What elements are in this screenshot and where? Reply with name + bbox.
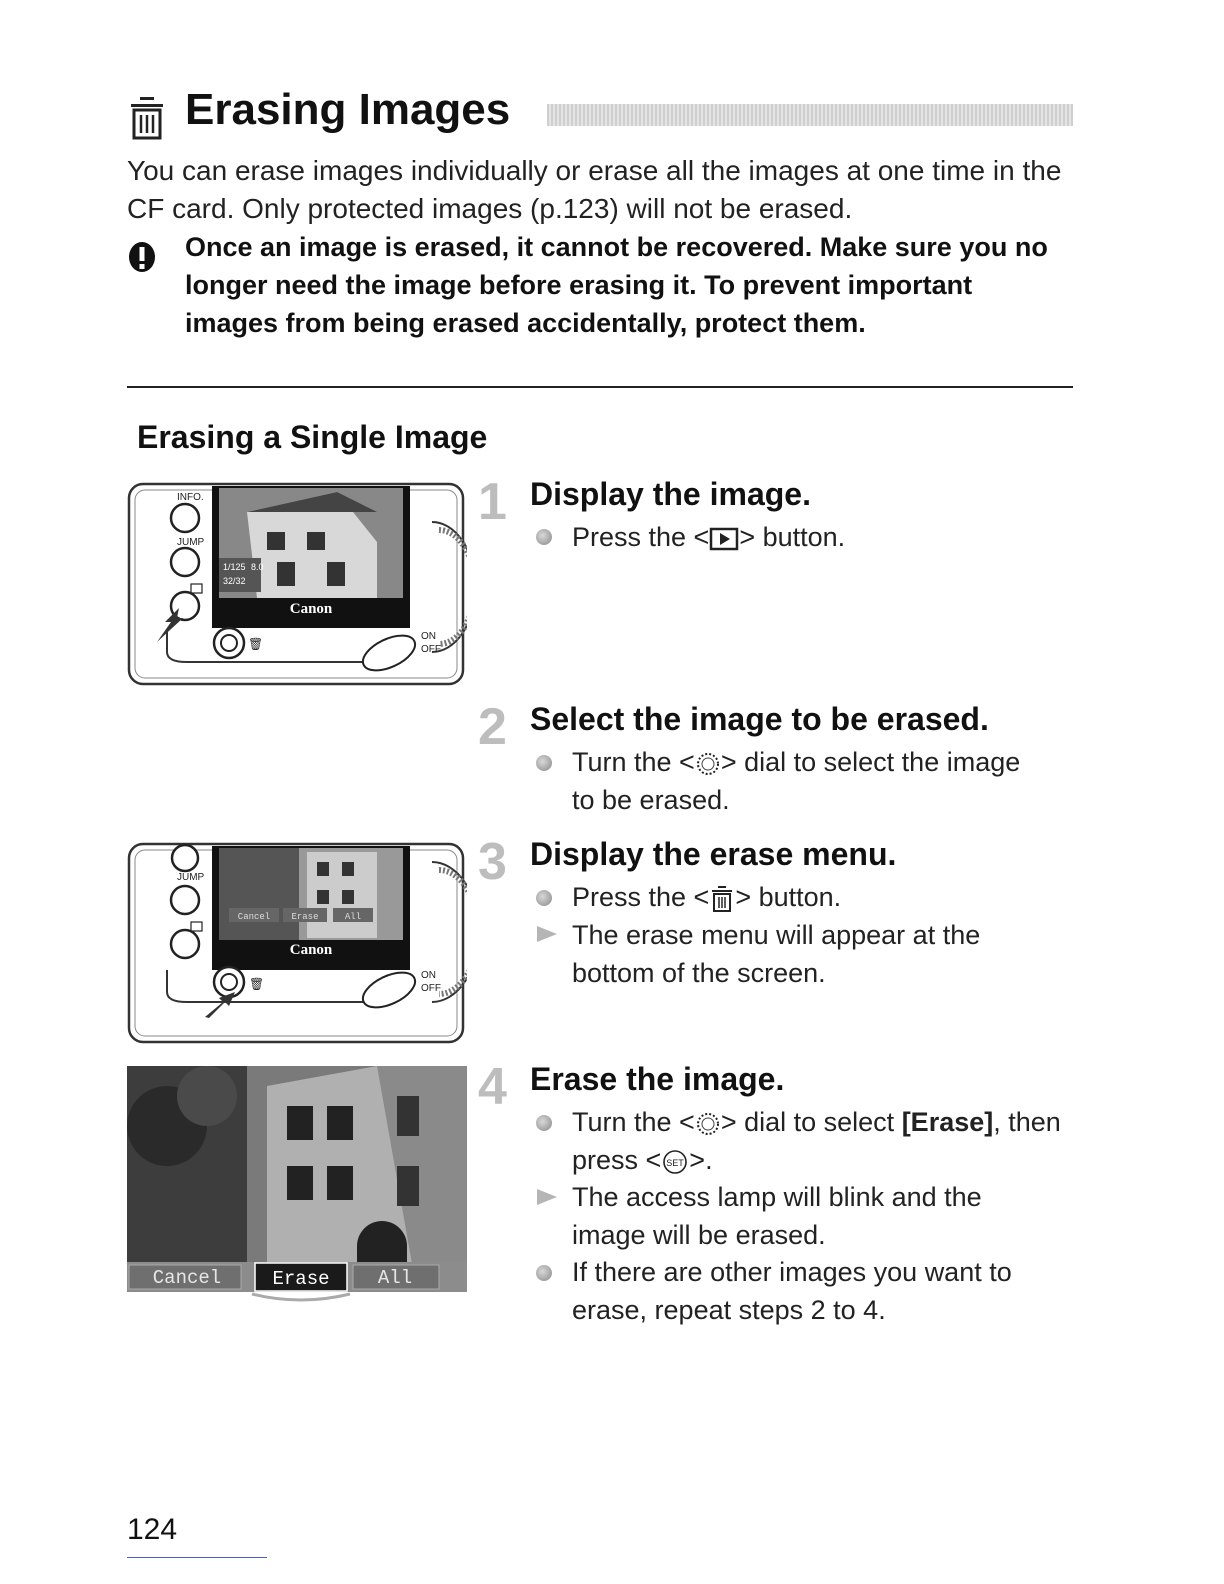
power-off-label: OFF [421,983,441,994]
power-on-label: ON [421,970,436,981]
page-number: 124 [127,1513,178,1546]
image-count: 32/32 [223,576,246,586]
divider [127,386,1073,388]
step-1-item-1: Press the < > button. [572,522,846,552]
step-number-3: 3 [478,833,507,891]
title-row [127,82,1073,142]
shutter-speed: 1/125 [223,562,246,572]
step-number-2: 2 [478,698,507,756]
bullet-icon [536,529,552,545]
jump-button-icon [171,886,199,914]
step-2-heading: Select the image to be erased. [530,701,989,737]
step-3-heading: Display the erase menu. [530,836,897,872]
jump-label: JUMP [177,872,205,883]
quick-control-dial-icon [695,1111,721,1137]
trash-icon [127,96,167,140]
power-on-label: ON [421,631,436,642]
step-4-item-1: Turn the < > dial to select [Erase], then press < SET >. [572,1107,1061,1175]
section-heading: Erasing a Single Image [137,419,488,455]
power-off-label: OFF [421,644,441,655]
jump-button-icon [171,548,199,576]
step-2-item-1: Turn the < > dial to select the image to be erased. [572,747,1021,815]
camera-illustration-2 [127,842,467,1047]
menu-erase: Erase [272,1268,330,1290]
bullet-icon [536,1265,552,1281]
page-number-underline [127,1557,267,1558]
info-label: INFO. [177,492,204,503]
info-button-icon [171,504,199,532]
set-button-icon [661,1149,689,1175]
aperture: 8.0 [251,562,264,572]
caution-text: Once an image is erased, it cannot be recovered. Make sure you no longer need the image before erasing it. To prevent important images from being erased accidentally, protect them. [185,232,1048,338]
bullet-icon [536,755,552,771]
step-1-heading: Display the image. [530,476,811,512]
bullet-icon [536,890,552,906]
caution-icon [127,240,157,274]
svg-text:SET: SET [666,1157,685,1168]
title-decoration-bar [547,104,1073,126]
playback-label-icon [191,584,202,593]
step-3-item-1: Press the < > button. [572,882,842,912]
lcd-erase-menu-illustration [127,1066,467,1302]
trash-icon [709,885,735,913]
set-dial-icon [214,628,244,658]
trash-small-icon: 🗑 [248,637,264,651]
brand-logo: Canon [289,601,333,617]
quick-control-dial-icon [695,751,721,777]
jump-label: JUMP [177,537,205,548]
camera-illustration-1 [127,482,467,687]
trash-small-icon: 🗑 [249,977,265,991]
menu-all: All [377,1267,413,1289]
page-title: Erasing Images [185,85,511,134]
step-4-item-2: The access lamp will blink and the image will be erased. [572,1182,982,1250]
playback-button-icon [709,527,739,551]
menu-cancel: Cancel [237,912,271,922]
menu-all: All [344,912,362,922]
step-number-1: 1 [478,473,507,531]
step-3-item-2: The erase menu will appear at the bottom of the screen. [572,920,981,988]
intro-paragraph: You can erase images individually or erase all the images at one time in the CF card. Only protected images (p.123) will not be erased. [127,155,1062,224]
step-4-heading: Erase the image. [530,1061,785,1097]
step-number-4: 4 [478,1058,507,1116]
menu-cancel: Cancel [152,1267,222,1289]
menu-erase: Erase [291,912,319,922]
bullet-icon [536,1115,552,1131]
result-arrow-icon [537,1189,557,1205]
brand-logo: Canon [289,942,333,958]
step-4-item-3: If there are other images you want to erase, repeat steps 2 to 4. [572,1257,1012,1325]
result-arrow-icon [537,926,557,942]
